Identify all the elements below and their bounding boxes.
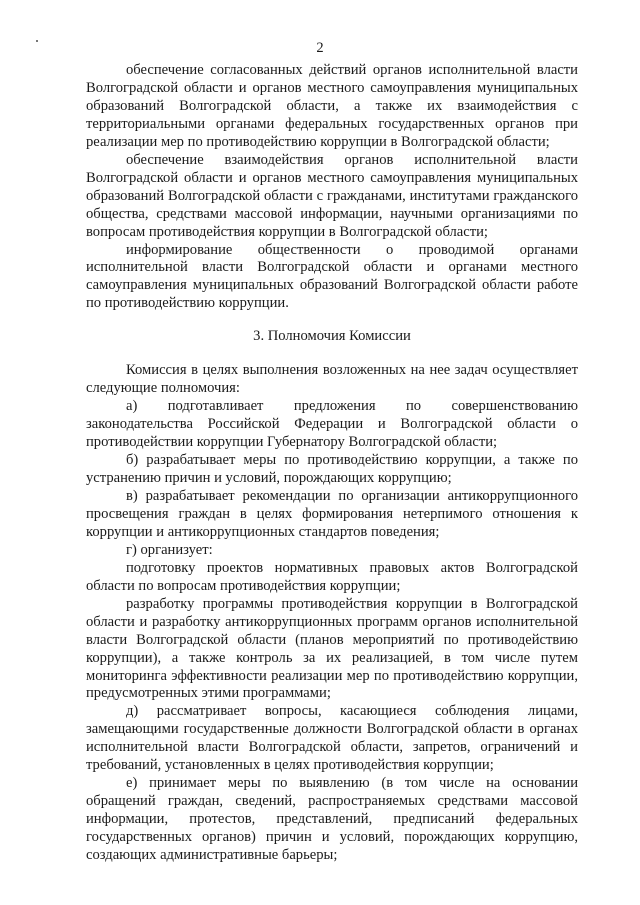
paragraph-item-b: б) разрабатывает меры по противодействию коррупции, а также по устранению причин и условий, порождающих коррупцию;	[86, 452, 578, 487]
paragraph-intro: Комиссия в целях выполнения возложенных на нее задач осуществляет следующие полномочия:	[86, 362, 578, 397]
paragraph-item-d: д) рассматривает вопросы, касающиеся соблюдения лицами, замещающими государственные должности Волгоградской области в органах исполнительной власти Волгоградской области, запретов, ограничений и требований, установленных в целях противодействия коррупции;	[86, 703, 578, 774]
paragraph-goal-informing: информирование общественности о проводимой органами исполнительной власти Волгоградской области и органами местного самоуправления муниципальных образований Волгоградской области работе по противодействию коррупции.	[86, 241, 578, 312]
paragraph-item-v: в) разрабатывает рекомендации по организации антикоррупционного просвещения граждан в целях формирования нетерпимого отношения к коррупции и антикоррупционных стандартов поведения;	[86, 487, 578, 540]
section-heading: 3. Полномочия Комиссии	[253, 328, 411, 345]
paragraph-item-g: г) организует:	[126, 541, 213, 558]
page-number: 2	[316, 40, 324, 56]
paragraph-item-g-2: разработку программы противодействия коррупции в Волгоградской области и разработку антикоррупционных программ органов исполнительной власти Волгоградской области (планов мероприятий по противодействию коррупции), а также контроль за их реализацией, в том числе путем мониторинга эффективности реализации мер по противодействию коррупции, предусмотренных этими программами;	[86, 595, 578, 702]
paragraph-item-g-1: подготовку проектов нормативных правовых актов Волгоградской области по вопросам противодействия коррупции;	[86, 559, 578, 594]
paragraph-goal-interaction: обеспечение взаимодействия органов исполнительной власти Волгоградской области и органов местного самоуправления муниципальных образований Волгоградской области с гражданами, институтами гражданского общества, средствами массовой информации, научными организациями по вопросам противодействия коррупции в Волгоградской области;	[86, 151, 578, 240]
document-body	[86, 62, 578, 865]
paragraph-goal-coordination: обеспечение согласованных действий органов исполнительной власти Волгоградской области и органов местного самоуправления муниципальных образований Волгоградской области, а также их взаимодействия с территориальными органами федеральных государственных органов при реализации мер по противодействию коррупции в Волгоградской области;	[86, 62, 578, 150]
paragraph-item-e: е) принимает меры по выявлению (в том числе на основании обращений граждан, сведений, распространяемых средствами массовой информации, протестов, представлений, предписаний федеральных государственных органов) причин и условий, порождающих коррупцию, создающих административные барьеры;	[86, 775, 578, 864]
paragraph-item-a: а) подготавливает предложения по совершенствованию законодательства Российской Федерации и Волгоградской области о противодействии коррупции Губернатору Волгоградской области;	[86, 398, 578, 451]
